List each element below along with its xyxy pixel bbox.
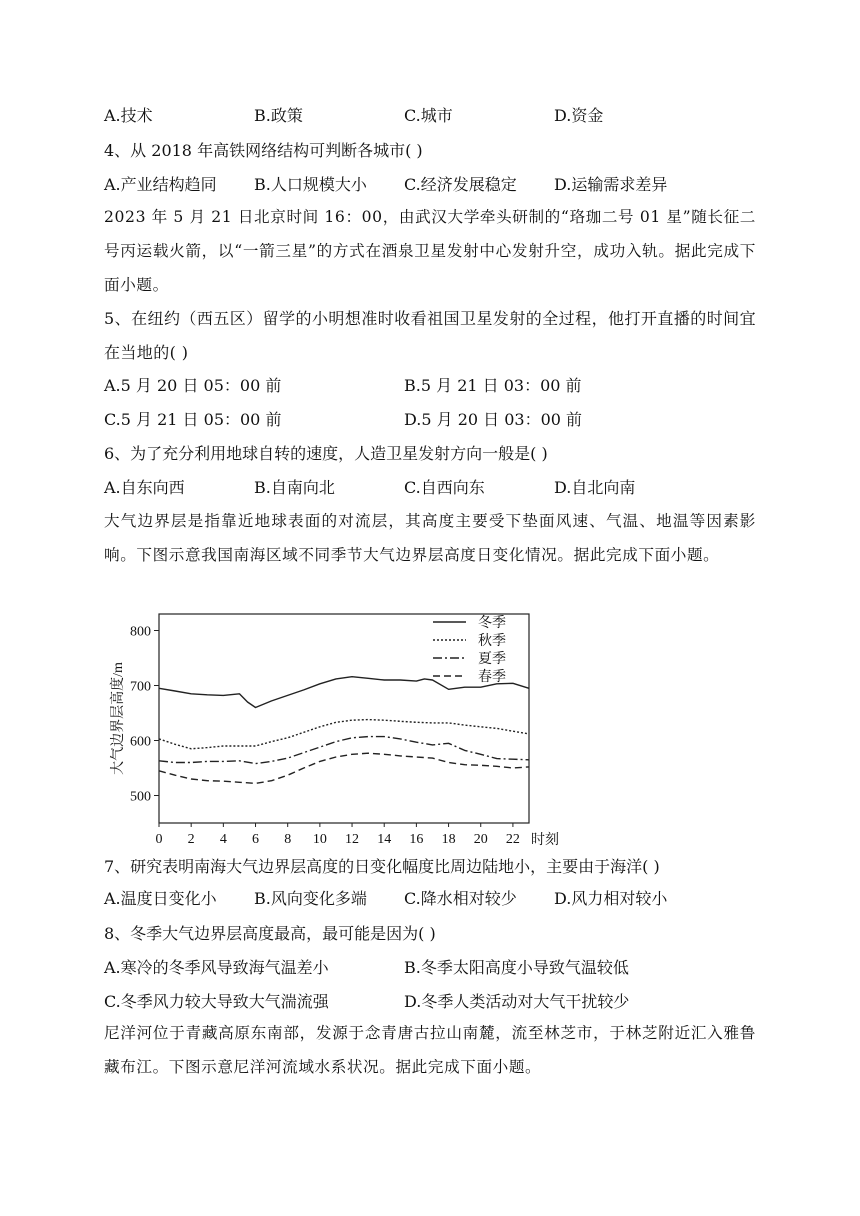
q7-stem: 7、研究表明南海大气边界层高度的日变化幅度比周边陆地小，主要由于海洋( ) [104,857,660,876]
x-axis-label: 时刻 [531,833,559,846]
q4-options [104,175,764,195]
legend-label: 春季 [478,670,506,685]
x-tick-label: 16 [409,832,424,846]
legend-label: 秋季 [478,634,506,649]
passage-satellite: 2023 年 5 月 21 日北京时间 16：00，由武汉大学牵头研制的“珞珈二号 01 星”随长征二号丙运载火箭，以“一箭三星”的方式在酒泉卫星发射中心发射升空，成功入轨。据此完成下面小题。 [104,208,756,294]
x-tick-label: 18 [441,832,456,846]
q6-option-d: D.自北向南 [554,478,636,497]
q7-options [104,889,764,909]
q3-option-a: A.技术 [104,106,153,125]
q6-options [104,478,764,498]
q8-options-row1 [104,958,764,978]
y-tick-label: 500 [130,789,151,805]
q3-options [104,106,764,126]
q5-option-d: D.5 月 20 日 03：00 前 [404,410,583,429]
y-axis-label: 大气边界层高度/m [111,662,126,775]
x-tick-label: 8 [284,832,292,846]
series-line [159,737,529,764]
q7-option-a: A.温度日变化小 [104,889,217,908]
q7-option-b: B.风向变化多端 [254,889,367,908]
q8-option-d: D.冬季人类活动对大气干扰较少 [404,992,630,1011]
y-tick-label: 700 [130,679,151,695]
q4-option-c: C.经济发展稳定 [404,175,517,194]
q8-options-row2 [104,992,764,1012]
y-tick-label: 600 [130,734,151,750]
q5-option-b: B.5 月 21 日 03：00 前 [404,376,582,395]
q4-option-a: A.产业结构趋同 [104,175,217,194]
series-line [159,677,529,708]
x-tick-label: 20 [473,832,488,846]
boundary-layer-chart [100,606,600,846]
plot-frame [159,614,529,823]
q6-stem: 6、为了充分利用地球自转的速度，人造卫星发射方向一般是( ) [104,444,548,463]
q8-option-a: A.寒冷的冬季风导致海气温差小 [104,958,329,977]
x-tick-label: 14 [377,832,392,846]
q3-option-c: C.城市 [404,106,453,125]
q7-option-d: D.风力相对较小 [554,889,668,908]
q5-options-row1 [104,376,764,396]
x-tick-label: 10 [312,832,327,846]
chart-plot-area [109,614,559,846]
q5-option-a: A.5 月 20 日 05：00 前 [104,376,282,395]
q4-option-b: B.人口规模大小 [254,175,367,194]
series-line [159,753,529,783]
legend-label: 冬季 [478,616,506,631]
q8-stem: 8、冬季大气边界层高度最高，最可能是因为( ) [104,924,436,943]
passage-nyang-river: 尼洋河位于青藏高原东南部，发源于念青唐古拉山南麓，流至林芝市，于林芝附近汇入雅鲁藏布江。下图示意尼洋河流域水系状况。据此完成下面小题。 [104,1024,756,1076]
x-tick-label: 6 [252,832,260,846]
x-tick-label: 12 [345,832,360,846]
passage-boundary-layer: 大气边界层是指靠近地球表面的对流层，其高度主要受下垫面风速、气温、地温等因素影响。下图示意我国南海区域不同季节大气边界层高度日变化情况。据此完成下面小题。 [104,512,756,564]
q8-option-b: B.冬季太阳高度小导致气温较低 [404,958,629,977]
q3-option-d: D.资金 [554,106,604,125]
x-tick-label: 22 [505,832,520,846]
legend-label: 夏季 [478,652,506,667]
q3-option-b: B.政策 [254,106,303,125]
q6-option-c: C.自西向东 [404,478,485,497]
x-tick-label: 0 [155,832,163,846]
q6-option-a: A.自东向西 [104,478,185,497]
y-tick-label: 800 [130,624,151,640]
q4-option-d: D.运输需求差异 [554,175,668,194]
q5-stem: 5、在纽约（西五区）留学的小明想准时收看祖国卫星发射的全过程，他打开直播的时间宜在当地的( ) [104,309,756,362]
q5-options-row2 [104,410,764,430]
q5-option-c: C.5 月 21 日 05：00 前 [104,410,282,429]
series-line [159,720,529,749]
q8-option-c: C.冬季风力较大导致大气湍流强 [104,992,329,1011]
x-tick-label: 2 [187,832,195,846]
q6-option-b: B.自南向北 [254,478,335,497]
x-tick-label: 4 [219,832,227,846]
q7-option-c: C.降水相对较少 [404,889,517,908]
q4-stem: 4、从 2018 年高铁网络结构可判断各城市( ) [104,141,423,160]
